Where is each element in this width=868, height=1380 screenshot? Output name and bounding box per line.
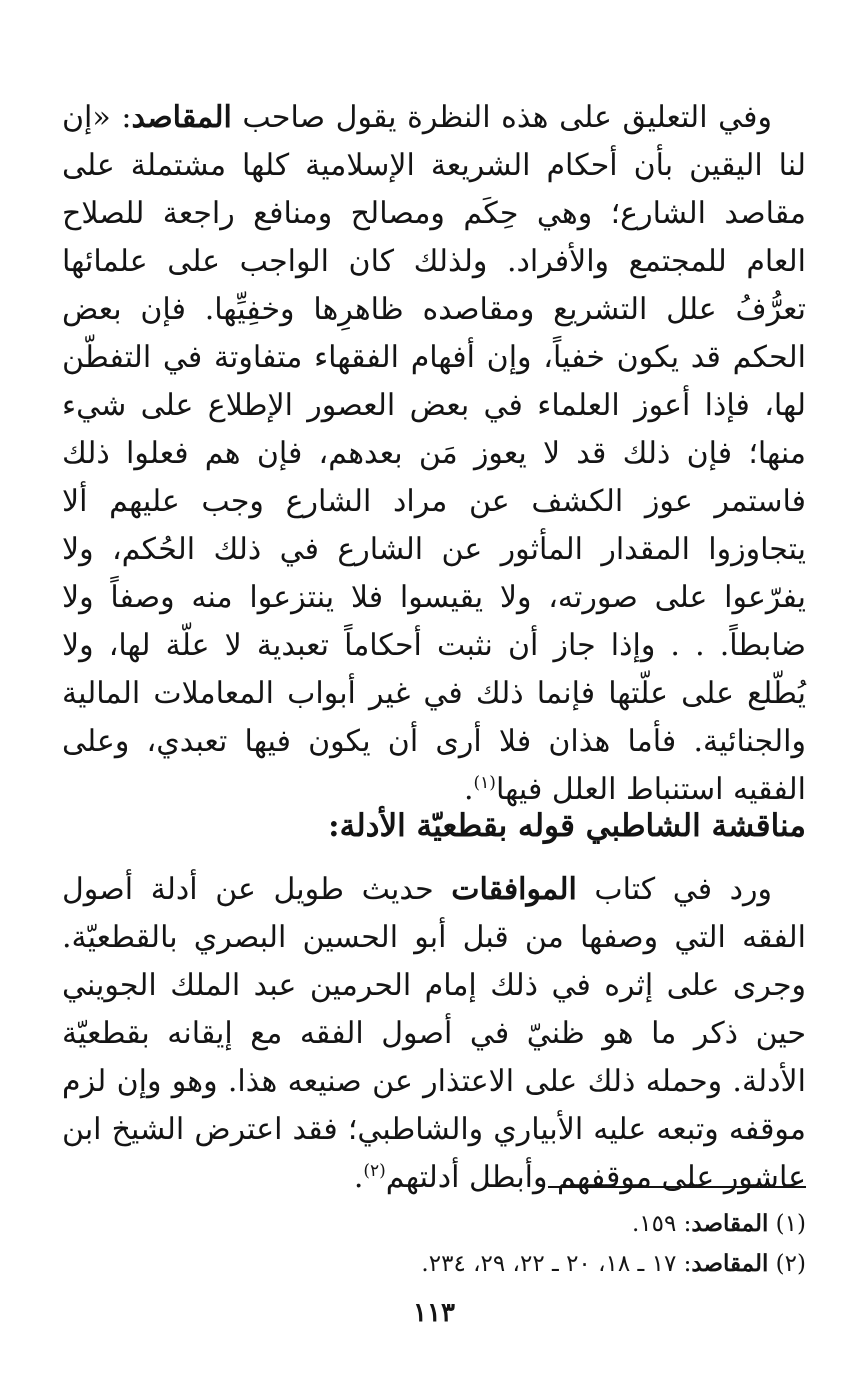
- footnote-divider: [548, 1186, 806, 1188]
- footnote-source: المقاصد: [691, 1250, 769, 1277]
- paragraph-end: .: [353, 1160, 364, 1195]
- footnote-text: : ١٥٩.: [631, 1211, 692, 1237]
- source-title-muwafaqat: الموافقات: [451, 872, 577, 907]
- footnote-source: المقاصد: [691, 1210, 769, 1237]
- page-number: ١١٣: [413, 1298, 455, 1328]
- footnote-number: (٢): [775, 1251, 806, 1277]
- footnote-number: (١): [775, 1211, 806, 1237]
- paragraph-text: حديث طويل عن أدلة أصول الفقه التي وصفها من قبل أبو الحسين البصري بالقطعيّة. وجرى على إثره في ذلك إمام الحرمين عبد الملك الجويني حين ذكر ما هو ظنيّ في أصول الفقه مع إيقانه بقطعيّة الأدلة. وحمله ذلك على الاعتذار عن صنيعه هذا. وهو وإن لزم موقفه وتبعه عليه الأبياري والشاطبي؛ فقد اعترض الشيخ ابن عاشور على موقفهم وأبطل أدلتهم: [62, 872, 806, 1195]
- paragraph-end: .: [463, 772, 474, 807]
- footnote-1: [62, 1208, 806, 1240]
- footnote-ref-2[interactable]: (٢): [363, 1161, 386, 1181]
- footnote-2: [62, 1248, 806, 1280]
- paragraph-intro: وفي التعليق على هذه النظرة يقول صاحب: [231, 100, 772, 135]
- footnote-ref-1[interactable]: (١): [473, 773, 496, 793]
- body-paragraph-1: [62, 94, 806, 814]
- source-title-maqasid: المقاصد: [131, 100, 232, 135]
- body-paragraph-2: [62, 866, 806, 1202]
- quoted-passage: : «إن لنا اليقين بأن أحكام الشريعة الإسلامية كلها مشتملة على مقاصد الشارع؛ وهي حِكَم ومصالح ومنافع راجعة للصلاح العام للمجتمع والأفراد. ولذلك كان الواجب على علمائها تعرُّفُ علل التشريع ومقاصده ظاهرِها وخفِيِّها. فإن بعض الحكم قد يكون خفياً، وإن أفهام الفقهاء متفاوتة في التفطّن لها، فإذا أعوز العلماء في بعض العصور الإطلاع على شيء منها؛ فإن ذلك قد لا يعوز مَن بعدهم، فإن هم فعلوا ذلك فاستمر عوز الكشف عن مراد الشارع وجب عليهم ألا يتجاوزوا المقدار المأثور عن الشارع في ذلك الحُكم، ولا يفرّعوا على صورته، ولا يقيسوا فلا ينتزعوا منه وصفاً ولا ضابطاً. . . وإذا جاز أن نثبت أحكاماً تعبدية لا علّة لها، ولا يُطّلع على علّتها فإنما ذلك في غير أبواب المعاملات المالية والجنائية. فأما هذان فلا أرى أن يكون فيها تعبدي، وعلى الفقيه استنباط العلل فيها: [62, 100, 806, 807]
- paragraph-intro: ورد في كتاب: [576, 872, 772, 907]
- section-heading: مناقشة الشاطبي قوله بقطعيّة الأدلة:: [328, 808, 806, 844]
- footnote-text: : ١٧ ـ ١٨، ٢٠ ـ ٢٢، ٢٩، ٢٣٤.: [421, 1251, 692, 1277]
